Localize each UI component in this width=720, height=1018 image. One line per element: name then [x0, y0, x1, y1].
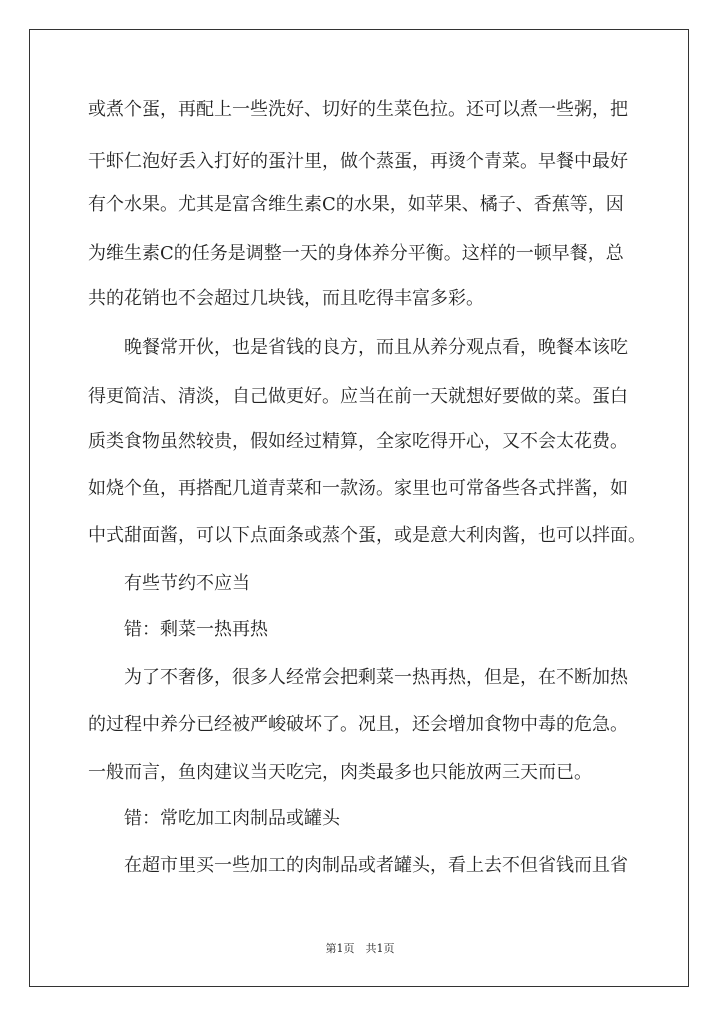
text-line: 得更简洁、清淡，自己做更好。应当在前一天就想好要做的菜。蛋白 [88, 386, 628, 407]
text-line: 为了不奢侈，很多人经常会把剩菜一热再热，但是，在不断加热 [124, 667, 628, 688]
text-line: 质类食物虽然较贵，假如经过精算，全家吃得开心，又不会太花费。 [88, 431, 628, 452]
section-heading: 有些节约不应当 [124, 573, 250, 594]
text-line: 在超市里买一些加工的肉制品或者罐头，看上去不但省钱而且省 [124, 855, 628, 876]
text-line: 共的花销也不会超过几块钱，而且吃得丰富多彩。 [88, 288, 484, 309]
page-footer [0, 940, 720, 956]
sub-heading: 错：剩菜一热再热 [124, 619, 268, 640]
page-number-label: 第1页 共1页 [325, 942, 395, 955]
text-line: 中式甜面酱，可以下点面条或蒸个蛋，或是意大利肉酱，也可以拌面。 [88, 525, 646, 546]
text-line: 为维生素C的任务是调整一天的身体养分平衡。这样的一顿早餐，总 [88, 243, 624, 264]
text-line: 如烧个鱼，再搭配几道青菜和一款汤。家里也可常备些各式拌酱，如 [88, 478, 628, 499]
text-line: 有个水果。尤其是富含维生素C的水果，如苹果、橘子、香蕉等，因 [88, 194, 624, 215]
text-line: 干虾仁泡好丢入打好的蛋汁里，做个蒸蛋，再烫个青菜。早餐中最好 [88, 151, 628, 172]
text-line: 或煮个蛋，再配上一些洗好、切好的生菜色拉。还可以煮一些粥，把 [88, 99, 628, 120]
sub-heading: 错：常吃加工肉制品或罐头 [124, 808, 340, 829]
text-line: 的过程中养分已经被严峻破坏了。况且，还会增加食物中毒的危急。 [88, 714, 628, 735]
text-line: 一般而言，鱼肉建议当天吃完，肉类最多也只能放两三天而已。 [88, 762, 592, 783]
text-line: 晚餐常开伙，也是省钱的良方，而且从养分观点看，晚餐本该吃 [124, 337, 628, 358]
